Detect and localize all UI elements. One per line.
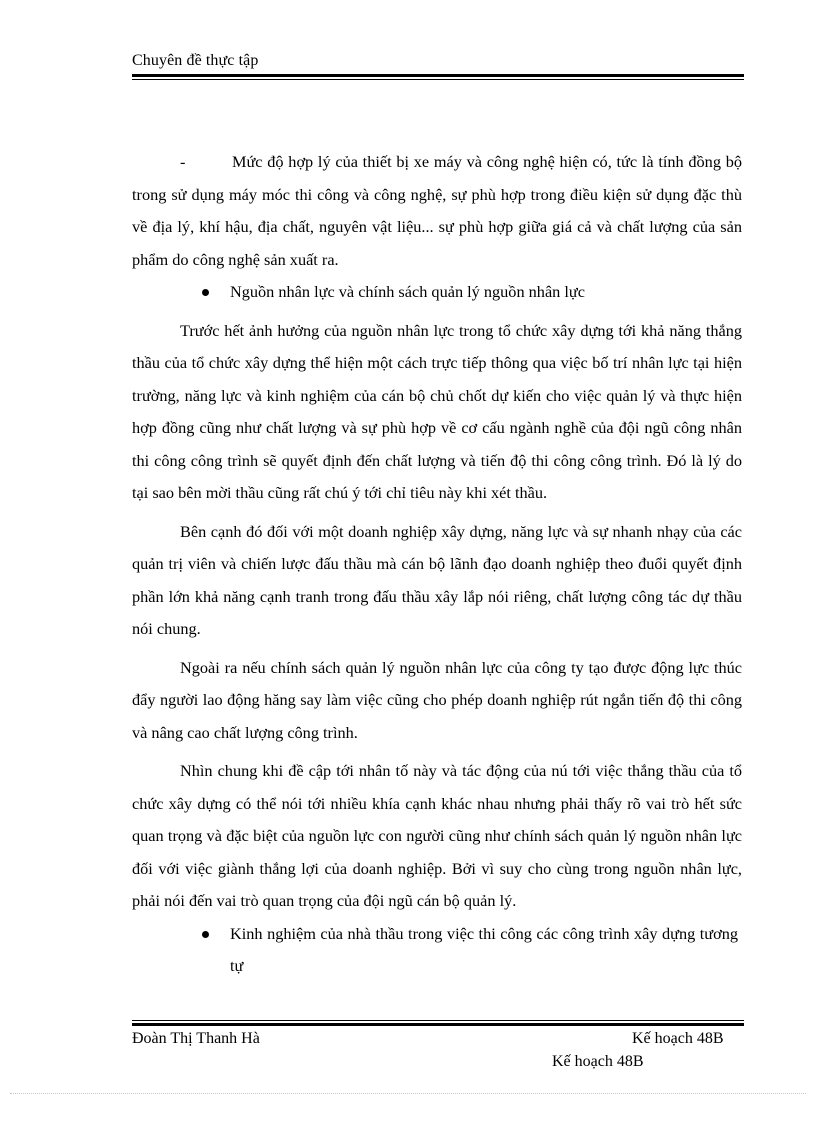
bullet-item-human-resources xyxy=(132,276,742,309)
footer-author: Đoàn Thị Thanh Hà xyxy=(132,1030,260,1047)
body-paragraph: Trước hết ảnh hưởng của nguồn nhân lực trong tổ chức xây dựng tới khả năng thắng thầu của tổ chức xây dựng thể hiện một cách trực tiếp thông qua việc bố trí nhân lực tại hiện trường, năng lực và kinh nghiệm của cán bộ chủ chốt dự kiến cho việc quản lý và thực hiện hợp đồng cũng như chất lượng và sự phù hợp về cơ cấu ngành nghề của đội ngũ công nhân thi công công trình sẽ quyết định đến chất lượng và tiến độ thi công công trình. Đó là lý do tại sao bên mời thầu cũng rất chú ý tới chỉ tiêu này khi xét thầu. xyxy=(132,320,742,502)
page-bottom-border xyxy=(10,1093,806,1094)
header-divider xyxy=(132,74,744,80)
footer-class-label-repeat: Kế hoạch 48B xyxy=(552,1053,644,1070)
page-header-title: Chuyên đề thực tập xyxy=(132,52,259,69)
bullet-text: Kinh nghiệm của nhà thầu trong việc thi công các công trình xây dựng tương tự xyxy=(230,923,738,975)
document-body xyxy=(132,146,742,983)
bullet-item-experience xyxy=(132,918,742,983)
dash-marker: - xyxy=(180,152,186,171)
body-paragraph: Ngoài ra nếu chính sách quản lý nguồn nhân lực của công ty tạo được động lực thúc đẩy người lao động hăng say làm việc cũng cho phép doanh nghiệp rút ngắn tiến độ thi công và nâng cao chất lượng công trình. xyxy=(132,657,742,742)
dash-paragraph-text: Mức độ hợp lý của thiết bị xe máy và công nghệ hiện có, tức là tính đồng bộ trong sử dụng máy móc thi công và công nghệ, sự phù hợp trong điều kiện sử dụng đặc thù về địa lý, khí hậu, địa chất, nguyên vật liệu... sự phù hợp giữa giá cả và chất lượng của sản phẩm do công nghệ sản xuất ra. xyxy=(132,152,742,269)
dash-paragraph xyxy=(132,146,742,276)
body-paragraph: Bên cạnh đó đối với một doanh nghiệp xây dựng, năng lực và sự nhanh nhạy của các quản trị viên và chiến lược đấu thầu mà cán bộ lãnh đạo doanh nghiệp theo đuổi quyết định phần lớn khả năng cạnh tranh trong đấu thầu xây lắp nói riêng, chất lượng công tác dự thầu nói chung. xyxy=(132,521,742,638)
footer-class-label: Kế hoạch 48B xyxy=(632,1030,724,1047)
bullet-text: Nguồn nhân lực và chính sách quản lý nguồn nhân lực xyxy=(230,282,585,301)
footer-divider xyxy=(132,1020,744,1026)
body-paragraph: Nhìn chung khi đề cập tới nhân tố này và tác động của nú tới việc thắng thầu của tổ chức xây dựng có thể nói tới nhiều khía cạnh khác nhau nhưng phải thấy rõ vai trò hết sức quan trọng và đặc biệt của nguồn lực con người cũng như chính sách quản lý nguồn nhân lực đối với việc giành thắng lợi của doanh nghiệp. Bởi vì suy cho cùng trong nguồn nhân lực, phải nói đến vai trò quan trọng của đội ngũ cán bộ quản lý. xyxy=(132,761,742,910)
bullet-icon xyxy=(202,289,209,296)
bullet-icon xyxy=(202,931,209,938)
